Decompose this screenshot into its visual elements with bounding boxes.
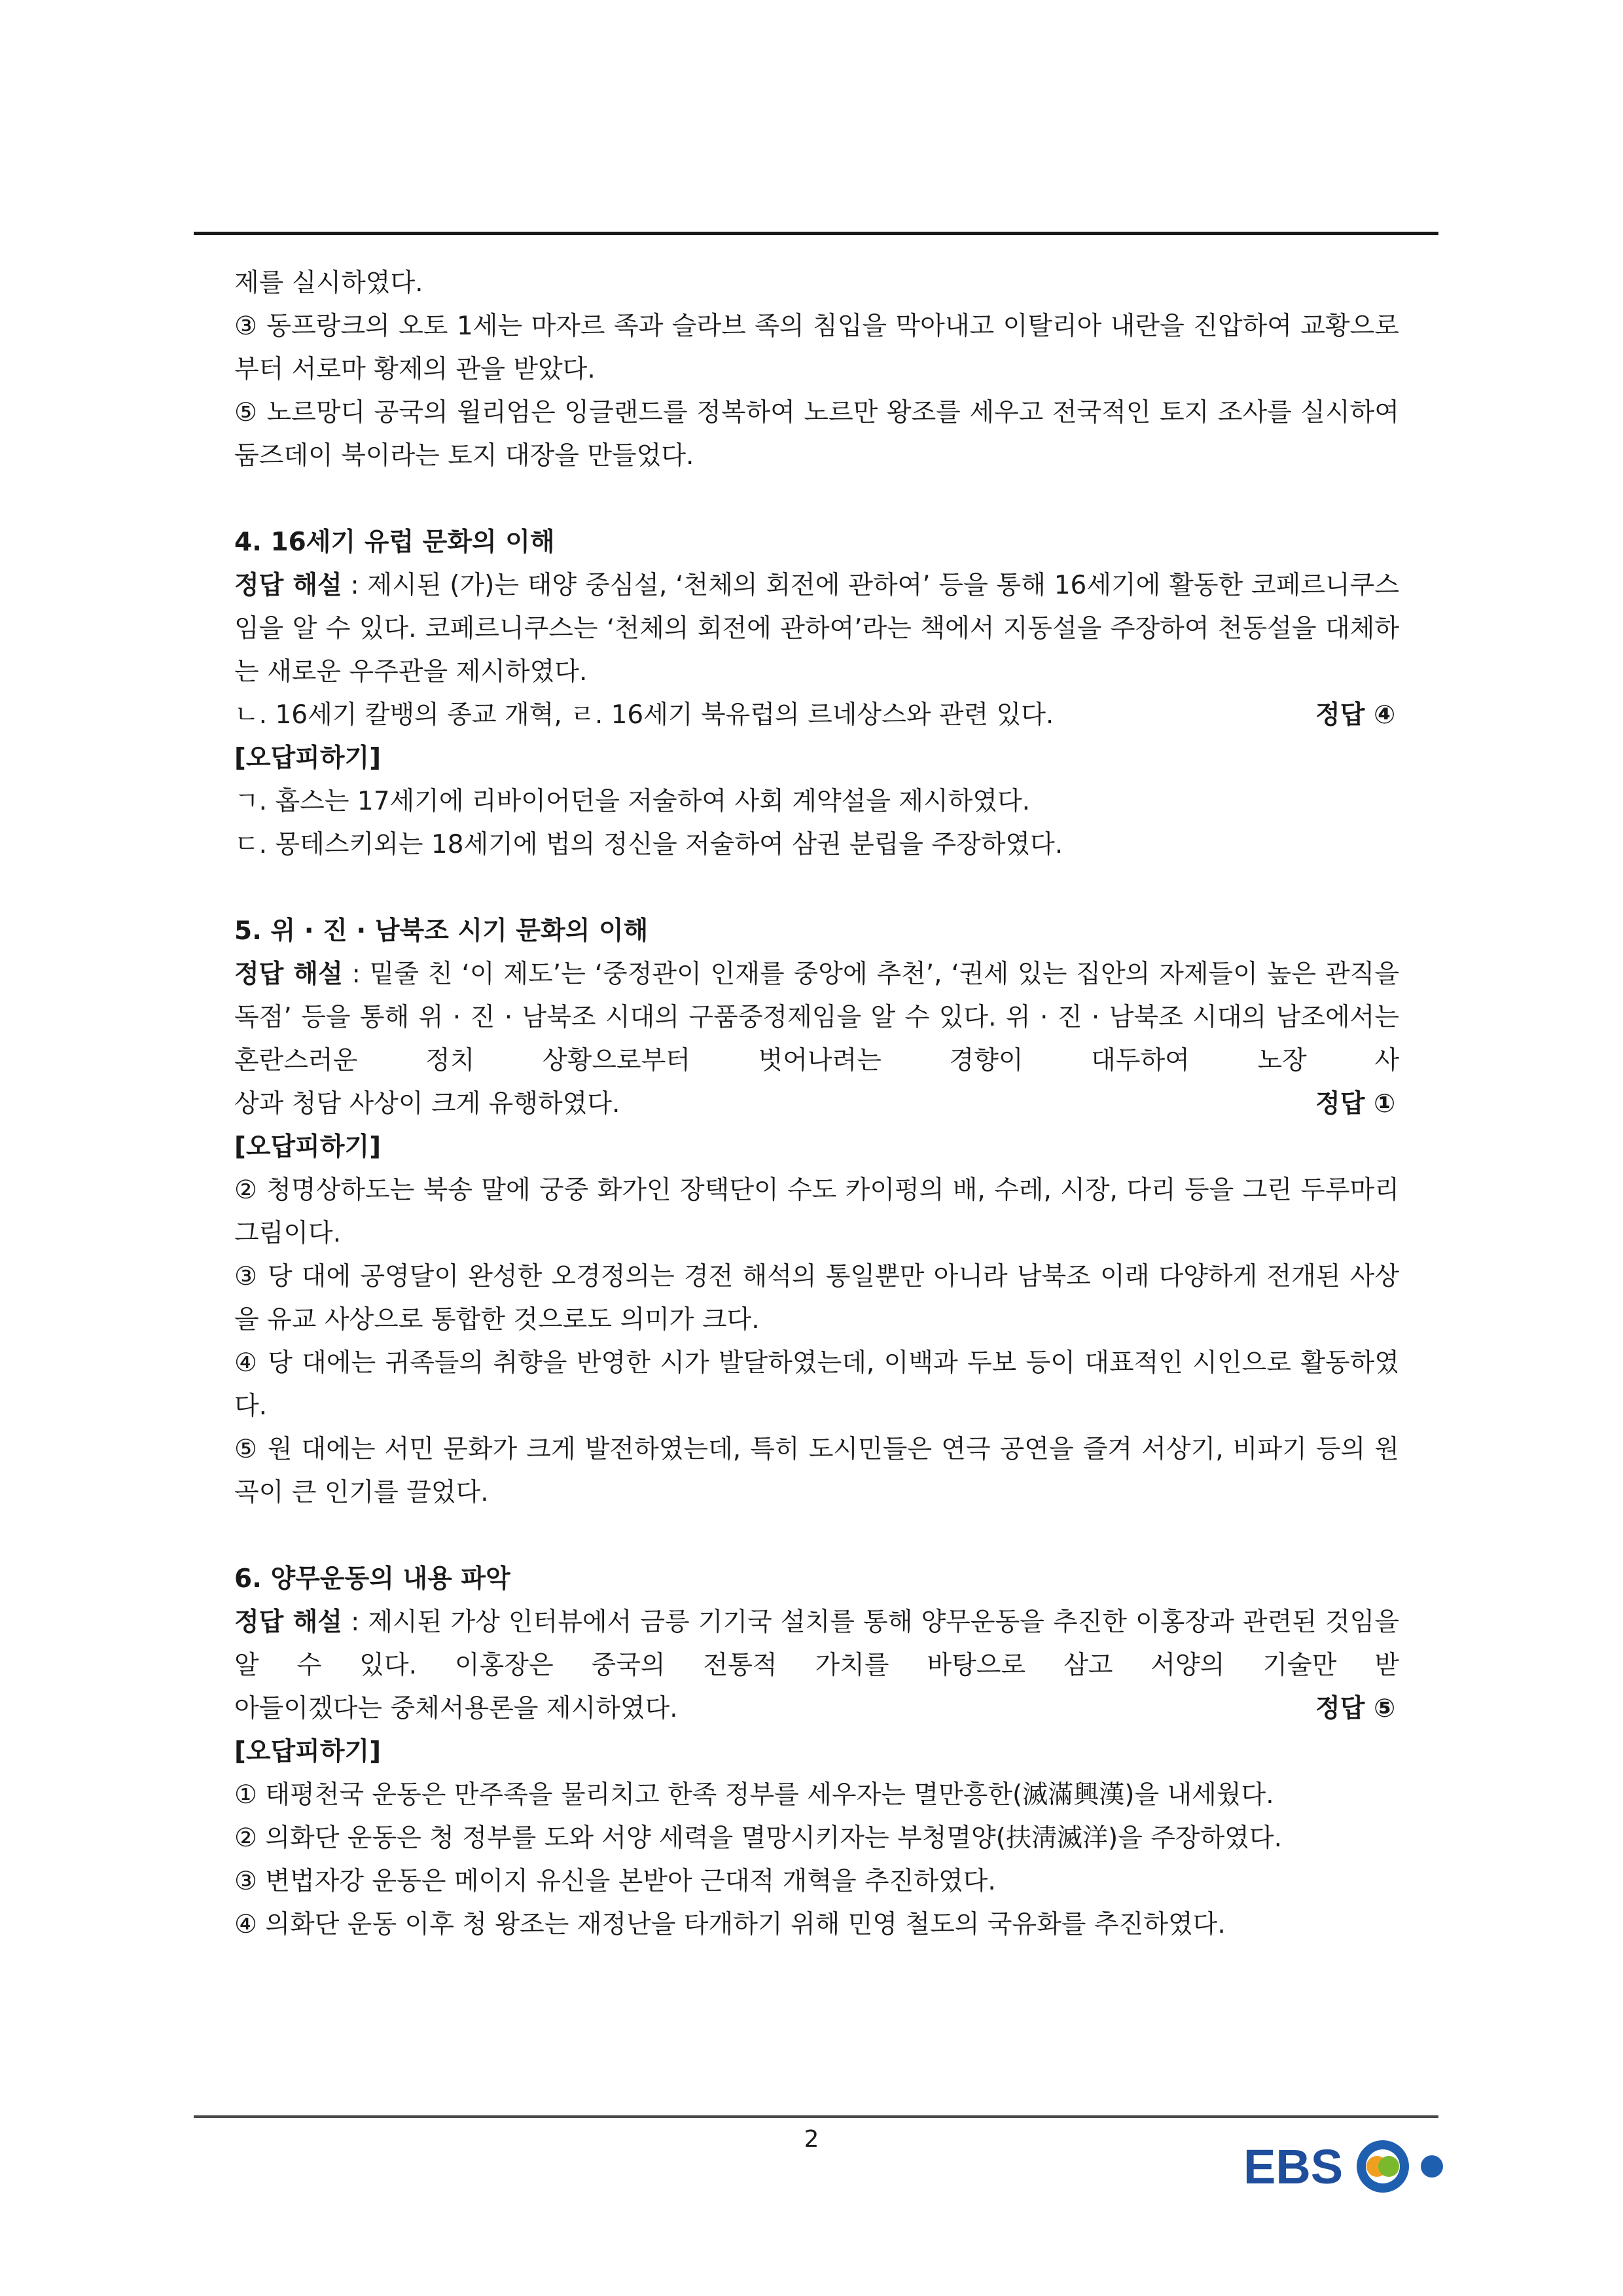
page-number: 2 bbox=[804, 2126, 819, 2153]
q4-answer-label: 정답 해설 bbox=[234, 571, 342, 600]
q4-explanation-text: : 제시된 (가)는 태양 중심설, ‘천체의 회전에 관하여’ 등을 통해 16세기에 활동한 코페르니쿠스임을 알 수 있다. 코페르니쿠스는 ‘천체의 회전에 관하여’라는 책에서 지동설을 주장하여 천동설을 대체하는 새로운 우주관을 제시하였다. bbox=[234, 571, 1400, 687]
q5-tail-row bbox=[234, 1083, 1399, 1126]
q5-wrong-item: ② 청명상하도는 북송 말에 궁중 화가인 장택단이 수도 카이펑의 배, 수레, 시장, 다리 등을 그린 두루마리 그림이다. bbox=[234, 1175, 1399, 1248]
q5-answer-label: 정답 해설 bbox=[234, 960, 343, 989]
ebs-logo-dot-icon bbox=[1421, 2155, 1443, 2178]
q4-note: ㄴ. 16세기 칼뱅의 종교 개혁, ㄹ. 16세기 북유럽의 르네상스와 관련 있다. bbox=[234, 700, 1054, 730]
q5-explanation bbox=[234, 953, 1399, 1083]
q6-explanation-tail: 아들이겠다는 중체서용론을 제시하였다. bbox=[234, 1694, 678, 1723]
bottom-rule bbox=[194, 2115, 1438, 2118]
q6-explanation-text: : 제시된 가상 인터뷰에서 금릉 기기국 설치를 통해 양무운동을 추진한 이홍장과 관련된 것임을 알 수 있다. 이홍장은 중국의 전통적 가치를 바탕으로 삼고 서양의 기술만 받 bbox=[234, 1607, 1399, 1680]
q6-wrong-item: ④ 의화단 운동 이후 청 왕조는 재정난을 타개하기 위해 민영 철도의 국유화를 추진하였다. bbox=[234, 1910, 1226, 1939]
q4-explanation bbox=[234, 564, 1399, 694]
q5-wrong-item: ④ 당 대에는 귀족들의 취향을 반영한 시가 발달하였는데, 이백과 두보 등이 대표적인 시인으로 활동하였다. bbox=[234, 1348, 1399, 1421]
ebs-logo-text: EBS bbox=[1243, 2140, 1344, 2194]
q6-answer: 정답 ⑤ bbox=[1315, 1694, 1395, 1723]
q6-wrong-item: ① 태평천국 운동은 만주족을 물리치고 한족 정부를 세우자는 멸만흥한(滅滿興漢)을 내세웠다. bbox=[234, 1780, 1274, 1810]
continuation-line: 제를 실시하였다. bbox=[234, 268, 423, 298]
q4-wrong-item: ㄱ. 홉스는 17세기에 리바이어던을 저술하여 사회 계약설을 제시하였다. bbox=[234, 787, 1031, 816]
q4-wrong-item: ㄷ. 몽테스키외는 18세기에 법의 정신을 저술하여 삼권 분립을 주장하였다. bbox=[234, 830, 1063, 859]
q6-wrong-item: ③ 변법자강 운동은 메이지 유신을 본받아 근대적 개혁을 추진하였다. bbox=[234, 1867, 996, 1896]
continuation-item-3: ③ 동프랑크의 오토 1세는 마자르 족과 슬라브 족의 침입을 막아내고 이탈리아 내란을 진압하여 교황으로부터 서로마 황제의 관을 받았다. bbox=[234, 312, 1399, 384]
q6-wrong-heading: [오답피하기] bbox=[234, 1737, 382, 1767]
q4-wrong-heading: [오답피하기] bbox=[234, 744, 382, 773]
q5-wrong-heading: [오답피하기] bbox=[234, 1132, 382, 1162]
q5-wrong-item: ⑤ 원 대에는 서민 문화가 크게 발전하였는데, 특히 도시민들은 연극 공연을 즐겨 서상기, 비파기 등의 원곡이 큰 인기를 끌었다. bbox=[234, 1435, 1399, 1507]
spacer bbox=[234, 478, 1399, 521]
q6-wrong-item: ② 의화단 운동은 청 정부를 도와 서양 세력을 멸망시키자는 부청멸양(扶淸滅洋)을 주장하였다. bbox=[234, 1823, 1283, 1853]
continuation-item-5: ⑤ 노르망디 공국의 윌리엄은 잉글랜드를 정복하여 노르만 왕조를 세우고 전국적인 토지 조사를 실시하여 둠즈데이 북이라는 토지 대장을 만들었다. bbox=[234, 398, 1399, 471]
ebs-logo-green-icon bbox=[1378, 2156, 1399, 2177]
q6-explanation bbox=[234, 1601, 1399, 1687]
top-rule bbox=[194, 232, 1438, 235]
q5-wrong-item: ③ 당 대에 공영달이 완성한 오경정의는 경전 해석의 통일뿐만 아니라 남북조 이래 다양하게 전개된 사상을 유교 사상으로 통합한 것으로도 의미가 크다. bbox=[234, 1262, 1399, 1335]
q6-answer-label: 정답 해설 bbox=[234, 1607, 342, 1637]
spacer bbox=[234, 867, 1399, 910]
q4-note-row bbox=[234, 694, 1399, 737]
spacer bbox=[234, 1515, 1399, 1558]
q4-heading: 4. 16세기 유럽 문화의 이해 bbox=[234, 528, 555, 557]
q5-answer: 정답 ① bbox=[1315, 1089, 1395, 1119]
q6-tail-row bbox=[234, 1687, 1399, 1731]
q4-answer: 정답 ④ bbox=[1315, 700, 1395, 730]
q5-explanation-tail: 상과 청담 사상이 크게 유행하였다. bbox=[234, 1089, 620, 1119]
page-content bbox=[234, 262, 1399, 1946]
q5-heading: 5. 위 · 진 · 남북조 시기 문화의 이해 bbox=[234, 916, 649, 946]
ebs-logo bbox=[1242, 2127, 1458, 2206]
q5-explanation-text: : 밑줄 친 ‘이 제도’는 ‘중정관이 인재를 중앙에 추천’, ‘권세 있는 집안의 자제들이 높은 관직을 독점’ 등을 통해 위 · 진 · 남북조 시대의 구품중정제임을 알 수 있다. 위 · 진 · 남북조 시대의 남조에서는 혼란스러운 정치 상황으로부터 벗어나려는 경향이 대두하여 노장 사 bbox=[234, 960, 1399, 1075]
q6-heading: 6. 양무운동의 내용 파악 bbox=[234, 1564, 510, 1594]
